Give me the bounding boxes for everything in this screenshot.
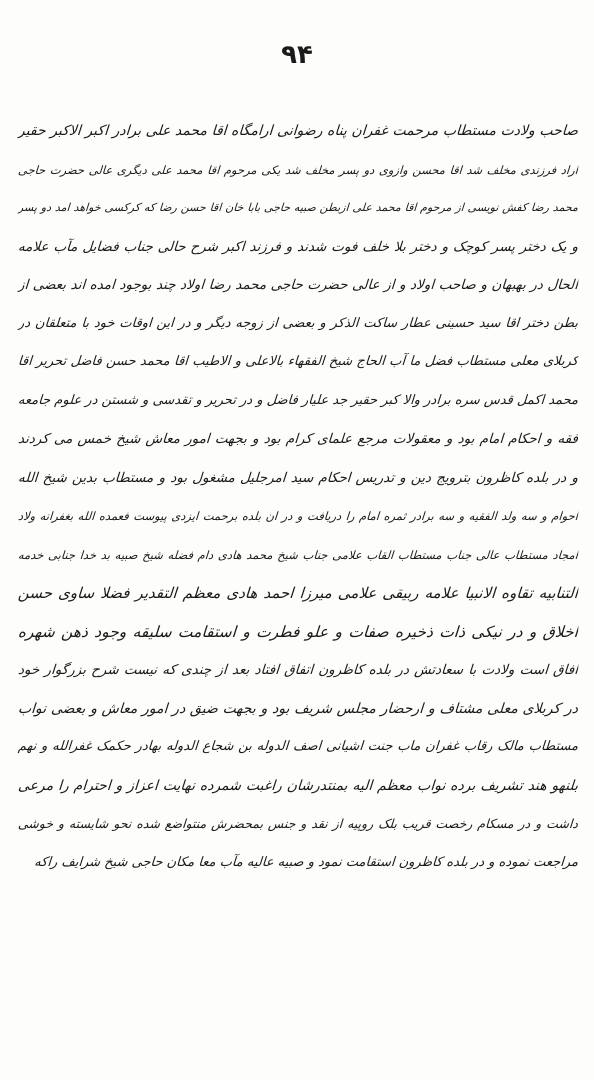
manuscript-line: بلنهو هند تشریف برده نواب معظم الیه بمنتدرشان راغبت شمرده نهایت اعزاز و احترام را مرعی bbox=[17, 777, 579, 794]
manuscript-line: الحال در بهبهان و صاحب اولاد و از عالی حضرت حاجی محمد رضا اولاد چند بوجود امده اند بعضی از bbox=[17, 277, 579, 293]
manuscript-line: در کربلای معلی مشتاف و ارحضار مجلس شریف بود و بجهت ضیق در امور معاش و بعضی نواب bbox=[17, 700, 579, 717]
manuscript-line: مراجعت نموده و در بلده کاظرون استقامت نمود و صبیه عالیه مآب معا مکان حاجی شیخ شرایف راکه bbox=[33, 854, 579, 870]
manuscript-line: احوام و سه ولد الفقیه و سه برادر ثمره امام را دریافت و در ان بلده برحمت ایزدی پیوست فعمده الله بغفرانه ولاد bbox=[17, 509, 579, 523]
manuscript-line: امجاد مستطاب عالی جناب مستطاب القاب علامی جناب شیخ محمد هادی دام فضله شیخ صبیه بد خدا جنابی خدمه bbox=[17, 547, 579, 562]
manuscript-line: داشت و در مسکام رخصت قریب بلک روپیه از نقد و جنس بمحضرش منتواضع شده نحو شایسته و خوشی bbox=[17, 816, 579, 831]
page-number: ۹۴ bbox=[281, 40, 313, 70]
manuscript-text bbox=[18, 112, 578, 882]
manuscript-line: اراد فرزندی مخلف شد اقا محسن وازوی دو پسر مخلف شد یکی مرحوم اقا محمد علی دیگری عالی حضرت حاجی bbox=[17, 162, 579, 177]
manuscript-line: و در بلده کاظرون بترویج دین و تدریس احکام سید امرجلیل مشغول بود و مستطاب بدین شیخ الله bbox=[17, 469, 579, 486]
manuscript-line: مستطاب مالک رقاب غفران ماب جنت اشیانی اصف الدوله بن شجاع الدوله بهادر حکمک غفرالله و نهم bbox=[17, 739, 579, 754]
manuscript-line: و یک دختر پسر کوچک و دختر بلا خلف فوت شدند و فرزند اکبر شرح حالی جناب فضایل مآب علامه bbox=[17, 238, 579, 255]
manuscript-line: بطن دختر اقا سید حسینی عطار ساکت الذکر و بعضی از زوجه دیگر و در این اوقات خود با متعلقان در bbox=[17, 315, 579, 331]
manuscript-line: التنابیه تقاوه الانبیا علامه ربیقی علامی میرزا احمد هادی معظم التقدیر فضلا ساوی حسن bbox=[17, 584, 579, 602]
manuscript-line: کربلای معلی مستطاب فضل ما آب الحاج شیخ الفقهاء بالاعلی و الاطیب اقا محمد حسن فاضل تحریر اقا bbox=[17, 354, 579, 369]
manuscript-line: صاحب ولادت مستطاب مرحمت غفران پناه رضوانی ارامگاه اقا محمد علی برادر اکبر الاکبر حقیر bbox=[17, 123, 579, 139]
manuscript-line: محمد اکمل قدس سره برادر والا کبر حقیر جد علیار فاضل و در تحریر و تقدسی و شستن در علوم جامعه bbox=[17, 392, 579, 408]
manuscript-line: اخلاق و در نیکی ذات ذخیره صفات و علو فطرت و استقامت سلیقه وجود ذهن شهره bbox=[17, 622, 579, 641]
manuscript-line: فقه و احکام امام بود و معقولات مرجع علمای کرام بود و بجهت امور معاش شیخ خمس می کردند bbox=[17, 431, 579, 447]
manuscript-line: محمد رضا کفش نویسی از مرحوم اقا محمد علی ازبطن صبیه حاجی بابا خان اقا حسن رضا که کرکسی خواهد امد دو پسر bbox=[17, 201, 579, 214]
manuscript-line: افاق است ولادت با سعادتش در بلده کاظرون اتفاق افتاد بعد از چندی که نیست شرح بزرگوار خود bbox=[17, 662, 579, 678]
